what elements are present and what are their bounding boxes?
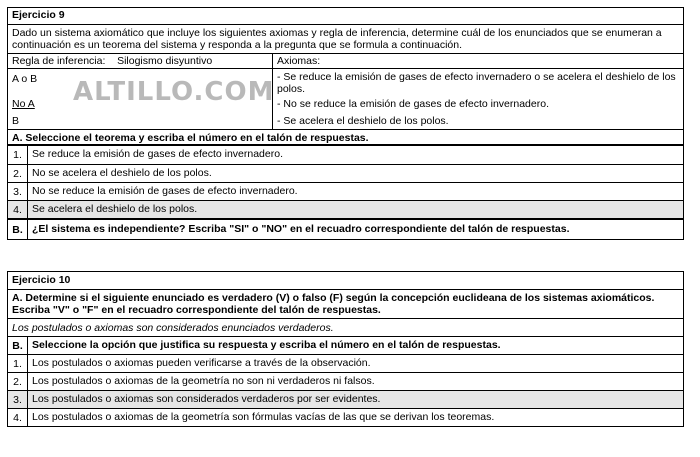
watermark-logo: ALTILLO.COM: [73, 77, 275, 107]
option-number: 1.: [8, 355, 28, 372]
exercise-9-question-b: [8, 218, 683, 239]
option-number: 4.: [8, 201, 28, 218]
exercise-10-statement: Los postulados o axiomas son considerados enunciados verdaderos.: [8, 318, 683, 336]
option-text: Los postulados o axiomas de la geometría no son ni verdaderos ni falsos.: [32, 375, 375, 387]
axioms-list: [273, 69, 683, 129]
option-text: Se acelera el deshielo de los polos.: [32, 203, 198, 215]
question-b-label: B.: [8, 220, 28, 239]
axioms-label: Axiomas:: [277, 55, 321, 67]
rule-line-1: A o B: [12, 73, 38, 85]
option-number: 3.: [8, 391, 28, 408]
axiom-1: - Se reduce la emisión de gases de efecto invernadero o se acelera el deshielo de los polos.: [277, 71, 676, 95]
exercise-10-title: Ejercicio 10: [12, 274, 71, 286]
exercise-10-question-a: A. Determine si el siguiente enunciado es verdadero (V) o falso (F) según la concepción euclideana de los sistemas axiomáticos. Escriba "V" o "F" en el recuadro correspondiente del talón de respuestas.: [8, 289, 683, 318]
exercise-9-intro: Dado un sistema axiomático que incluye los siguientes axiomas y regla de inferencia, determine cuál de los enunciados que se enumeran a continuación es un teorema del sistema y responda a la pregunta que se formula a continuación.: [8, 24, 683, 53]
exercise-9-option-2: [8, 164, 683, 182]
exercise-9-option-1: [8, 146, 683, 164]
option-text: Los postulados o axiomas de la geometría son fórmulas vacías de las que se derivan los teoremas.: [32, 411, 495, 423]
exercise-10-option-4: [8, 408, 683, 426]
option-number: 3.: [8, 183, 28, 200]
exercise-9-title: Ejercicio 9: [12, 9, 65, 21]
exercise-9-option-4: [8, 200, 683, 218]
exercise-10-option-1: [8, 354, 683, 372]
rule-header: [8, 54, 273, 68]
exercise-10-option-2: [8, 372, 683, 390]
exercise-9-option-3: [8, 182, 683, 200]
rule-line-3: B: [12, 115, 20, 127]
option-number: 2.: [8, 373, 28, 390]
question-b-text: ¿El sistema es independiente? Escriba "SI" o "NO" en el recuadro correspondiente del talón de respuestas.: [32, 223, 570, 235]
option-text: No se reduce la emisión de gases de efecto invernadero.: [32, 185, 298, 197]
rule-line-2: No A: [12, 98, 35, 110]
question-b-text: Seleccione la opción que justifica su respuesta y escriba el número en el talón de respuestas.: [32, 339, 501, 351]
option-number: 1.: [8, 146, 28, 164]
exercise-10-question-b: [8, 336, 683, 354]
exercise-9-question-a: A. Seleccione el teorema y escriba el número en el talón de respuestas.: [8, 129, 683, 146]
axiom-2: - No se reduce la emisión de gases de efecto invernadero.: [277, 98, 549, 110]
option-number: 4.: [8, 409, 28, 426]
axiom-3: - Se acelera el deshielo de los polos.: [277, 115, 449, 127]
option-text: Los postulados o axiomas pueden verificarse a través de la observación.: [32, 357, 371, 369]
option-text: No se acelera el deshielo de los polos.: [32, 167, 212, 179]
option-text: Se reduce la emisión de gases de efecto invernadero.: [32, 148, 283, 160]
rule-axioms-header: [8, 53, 683, 68]
option-number: 2.: [8, 165, 28, 182]
rule-label: Regla de inferencia:: [12, 55, 106, 67]
exercise-9-box: [7, 7, 684, 240]
exercise-10-option-3: [8, 390, 683, 408]
option-text: Los postulados o axiomas son considerados verdaderos por ser evidentes.: [32, 393, 381, 405]
question-b-label: B.: [8, 337, 28, 354]
exercise-10-box: [7, 271, 684, 427]
rule-value: Silogismo disyuntivo: [117, 55, 213, 67]
